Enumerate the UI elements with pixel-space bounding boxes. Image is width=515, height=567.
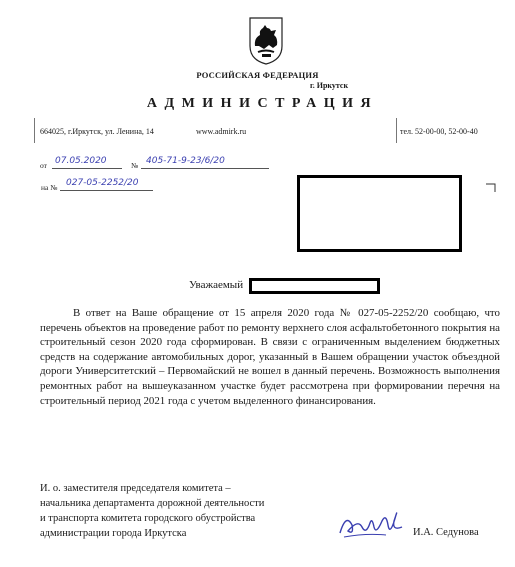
registration-number: 405-71-9-23/6/20: [146, 156, 225, 166]
number-label: №: [131, 161, 139, 170]
signatory-title: [40, 481, 340, 541]
signatory-title-line: И. о. заместителя председателя комитета –: [40, 483, 231, 494]
letterhead-divider-left: [34, 118, 35, 143]
signatory-title-line: и транспорта комитета городского обустройства: [40, 513, 256, 524]
handwritten-signature: [336, 505, 406, 545]
body-paragraph: В ответ на Ваше обращение от 15 апреля 2020 года № 027-05-2252/20 сообщаю, что перечень объектов на проведение работ по ремонту верхнего слоя асфальтобетонного покрытия на строительный сезон 2020 года сформирован. В связи с ограниченным выделением бюджетных средств на содержание автомобильных дорог, указанный в Вашем обращении участок объездной дороги Университетский – Первомайский не вошел в данный перечень. Возможность выполнения ремонтных работ на вышеуказанном участке будет рассмотрена при формировании перечня на строительный период 2021 года с учетом выделенного финансирования.: [40, 307, 500, 407]
redacted-name: [249, 278, 380, 294]
reference-number: 027-05-2252/20: [66, 178, 139, 188]
letter-body: [40, 306, 500, 408]
postal-address: 664025, г.Иркутск, ул. Ленина, 14: [40, 127, 154, 136]
coat-of-arms-emblem: [246, 16, 286, 66]
country-header: РОССИЙСКАЯ ФЕДЕРАЦИЯ: [196, 70, 319, 80]
organization-title: АДМИНИСТРАЦИЯ: [146, 96, 379, 111]
phone-numbers: тел. 52-00-00, 52-00-40: [400, 127, 478, 136]
greeting: Уважаемый: [189, 279, 244, 291]
city-header: г. Иркутск: [310, 81, 349, 90]
reference-underline: [60, 190, 153, 191]
date-label: от: [40, 161, 47, 170]
signatory-name: И.А. Седунова: [413, 527, 479, 538]
date-underline: [52, 168, 122, 169]
letterhead-divider-right: [396, 118, 397, 143]
website-link[interactable]: www.admirk.ru: [196, 127, 247, 136]
reference-label: на №: [41, 183, 58, 192]
signatory-title-line: администрации города Иркутска: [40, 528, 187, 539]
number-underline: [141, 168, 269, 169]
redacted-addressee: [297, 175, 462, 252]
signatory-title-line: начальника департамента дорожной деятельности: [40, 498, 265, 509]
corner-mark-icon: [486, 183, 496, 193]
registration-date: 07.05.2020: [55, 156, 107, 166]
